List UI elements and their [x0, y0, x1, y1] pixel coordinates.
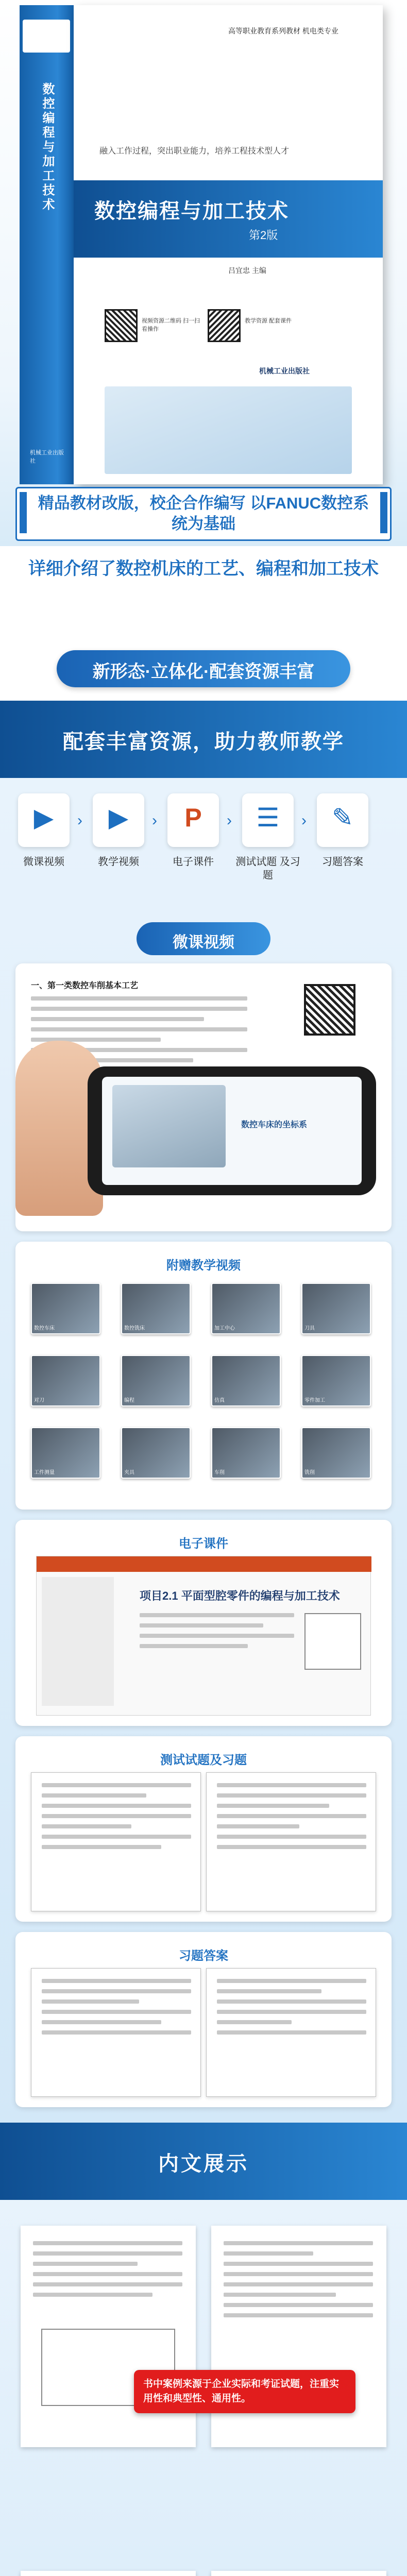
video-thumbnail[interactable]: 车削 [211, 1427, 281, 1479]
video-thumbnail[interactable]: 夹具 [121, 1427, 191, 1479]
slide-thumbnails [42, 1577, 114, 1706]
icon-label: 电子课件 [173, 856, 214, 868]
resources-title: 配套丰富资源，助力教师教学 [63, 731, 344, 753]
micro-video-panel [15, 963, 392, 1231]
arrow-right-icon: › [227, 812, 232, 829]
icon-label: 测试试题 及习题 [235, 856, 300, 881]
book-author: 吕宜忠 主编 [228, 266, 266, 275]
book-spine [20, 5, 74, 484]
resources-header [0, 701, 407, 778]
pen-icon: ✎ [332, 803, 353, 832]
qr-code-icon [304, 984, 355, 1036]
content-page [211, 2226, 386, 2447]
test-paper [206, 1772, 376, 1911]
content-page [21, 2226, 196, 2447]
book-title: 数控编程与加工技术 [94, 200, 289, 223]
test-paper [31, 1772, 201, 1911]
video-thumbnail[interactable]: 加工中心 [211, 1283, 281, 1334]
cover-feature: 视频资源二维码 扫一扫看操作 [142, 318, 200, 332]
arrow-right-icon: › [77, 812, 82, 829]
answer-paper [31, 1968, 201, 2097]
arrow-right-icon: › [152, 812, 157, 829]
slides-panel [15, 1520, 392, 1726]
content-page [211, 2571, 386, 2576]
resource-icons [10, 793, 397, 917]
book-edition: 第2版 [249, 229, 278, 242]
test-panel [15, 1736, 392, 1922]
arrow-right-icon: › [301, 812, 307, 829]
video-thumbnail[interactable]: 数控铣床 [121, 1283, 191, 1334]
phone-screen [102, 1077, 362, 1185]
doc-heading: 一、第一类数控车削基本工艺 [31, 981, 139, 990]
phone-mockup [88, 1066, 376, 1195]
micro-video-title: 微课视频 [173, 934, 234, 951]
features-section [0, 639, 407, 701]
phone-caption: 数控车床的坐标系 [241, 1121, 308, 1129]
bracket-left [20, 492, 27, 533]
spine-logo [23, 20, 70, 53]
description-section [0, 546, 407, 639]
ppt-ribbon [37, 1556, 371, 1572]
series-label: 高等职业教育系列教材 机电类专业 [228, 27, 338, 35]
slogan-text: 精品教材改版，校企合作编写 以FANUC数控系统为基础 [38, 494, 369, 533]
video-thumbnail[interactable]: 零件加工 [301, 1355, 371, 1406]
qr-code-icon [105, 309, 138, 342]
icon-label: 习题答案 [322, 856, 363, 868]
slide-body [140, 1613, 294, 1654]
content-header [0, 2123, 407, 2200]
list-icon: ☰ [256, 803, 280, 832]
video-thumbnail[interactable]: 编程 [121, 1355, 191, 1406]
description-text: 详细介绍了数控机床的工艺、编程和加工技术 [28, 559, 379, 579]
features-pill [57, 650, 350, 687]
video-thumbnail[interactable]: 刀具 [301, 1283, 371, 1334]
part-drawing [304, 1613, 361, 1670]
play-icon: ▶ [108, 803, 129, 832]
slide-title: 项目2.1 平面型腔零件的编程与加工技术 [140, 1589, 340, 1602]
bracket-right [380, 492, 387, 533]
teaching-video-panel [15, 1242, 392, 1510]
features-text: 新形态·立体化·配套资源丰富 [92, 662, 315, 682]
answers-title: 习题答案 [179, 1949, 228, 1963]
qr-code-icon [208, 309, 241, 342]
video-thumbnail[interactable]: 对刀 [31, 1355, 100, 1406]
micro-video-pill [137, 922, 270, 955]
icon-label: 教学视频 [98, 856, 139, 868]
ppt-title: 电子课件 [179, 1537, 228, 1551]
machine-video-icon [112, 1085, 226, 1167]
ppt-slide [36, 1556, 371, 1716]
answers-panel [15, 1932, 392, 2107]
video-thumbnail[interactable]: 仿真 [211, 1355, 281, 1406]
video-thumbnail[interactable]: 铣削 [301, 1427, 371, 1479]
slogan-box [15, 487, 392, 541]
powerpoint-icon: P [184, 803, 202, 832]
title-band [74, 180, 383, 258]
micro-video-icon [18, 793, 70, 847]
cover-motto: 融入工作过程，突出职业能力，培养工程技术型人才 [99, 147, 290, 156]
book-cover [20, 5, 383, 484]
attached-video-title: 附赠教学视频 [166, 1259, 241, 1273]
cover-publisher: 机械工业出版社 [259, 367, 310, 375]
book-front [74, 5, 383, 484]
content-callout: 书中案例来源于企业实际和考证试题，注重实用性和典型性、通用性。 [134, 2370, 355, 2413]
icon-label: 微课视频 [23, 856, 64, 868]
teaching-video-icon [93, 793, 144, 847]
answers-icon [317, 793, 368, 847]
machine-illustration [105, 386, 352, 474]
slides-icon [167, 793, 219, 847]
spine-title: 数控编程与加工技术 [40, 82, 54, 212]
cover-feature: 教学资源 配套课件 [245, 318, 292, 324]
content-title: 内文展示 [158, 2153, 249, 2175]
play-icon: ▶ [33, 803, 54, 832]
video-thumbnail[interactable]: 数控车床 [31, 1283, 100, 1334]
video-thumbnail[interactable]: 工件测量 [31, 1427, 100, 1479]
content-page [21, 2571, 196, 2576]
answer-paper [206, 1968, 376, 2097]
test-icon [242, 793, 294, 847]
spine-publisher: 机械工业出版社 [30, 450, 64, 464]
test-title: 测试试题及习题 [160, 1753, 247, 1767]
